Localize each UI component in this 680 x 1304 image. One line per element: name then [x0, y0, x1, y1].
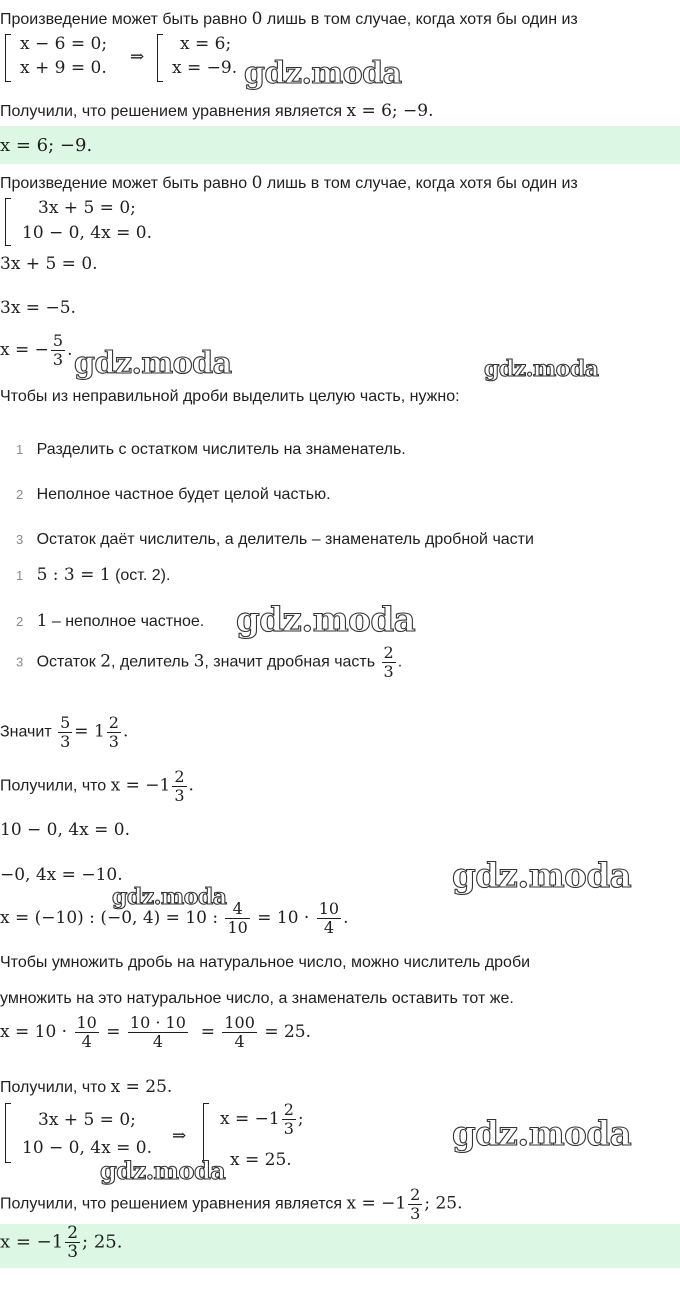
implies-arrow-1: ⇒ — [130, 47, 145, 67]
multiply-rule-line-2: умножить на это натуральное число, а знаменатель оставить тот же. — [0, 990, 514, 1007]
system-1-row-1: x − 6 = 0; — [20, 34, 108, 54]
equation-minus-04x: −0, 4x = −10. — [0, 865, 123, 885]
watermark-logo: gdz.moda — [236, 600, 416, 640]
solution-3-row-2: x = 25. — [230, 1150, 292, 1170]
system-1-row-2: x + 9 = 0. — [20, 58, 107, 78]
equation-3x-minus-5: 3x = −5. — [0, 298, 76, 318]
step-3: 3 Остаток 2, делитель 3, значит дробная часть $\frac{2}{3}$ . — [16, 643, 403, 681]
improper-fraction-rule: Чтобы из неправильной дроби выделить целую часть, нужно: — [0, 388, 460, 405]
conclusion-mixed-number: Значит $\frac{5}{3}$ = 1 $\frac{2}{3}$ . — [0, 713, 129, 751]
equation-3x-plus-5: 3x + 5 = 0. — [0, 254, 98, 274]
answer-2: x = −1 $\frac{2}{3}$ ; 25. — [0, 1223, 123, 1262]
step-2: 2 1 – неполное частное. — [16, 611, 205, 631]
rule-item-2: 2 Неполное частное будет целой частью. — [16, 486, 331, 503]
equation-10-minus-04x: 10 − 0, 4x = 0. — [0, 820, 130, 840]
equation-x-division: x = (−10) : (−0, 4) = 10 : $\frac{4}{10}$ = 10 · $\frac{10}{4}$ . — [0, 899, 349, 937]
product-rule-text-1: Произведение может быть равно 0 лишь в том случае, когда хотя бы один из — [0, 9, 578, 29]
system-bracket-2 — [5, 198, 11, 246]
step-1: 1 5 : 3 = 1 (ост. 2). — [16, 565, 171, 585]
result-text-2: Получили, что решением уравнения является x = −1 $\frac{2}{3}$ ; 25. — [0, 1185, 463, 1223]
system-3-row-2: 10 − 0, 4x = 0. — [22, 1138, 152, 1158]
system-2-row-2: 10 − 0, 4x = 0. — [22, 223, 152, 243]
rule-item-3: 3 Остаток даёт числитель, а делитель – знаменатель дробной части — [16, 531, 534, 548]
solution-bracket-1 — [157, 34, 163, 82]
watermark-logo: gdz.moda — [484, 356, 599, 382]
answer-highlight-1 — [0, 126, 680, 164]
solution-3-row-1: x = −1 $\frac{2}{3}$ ; — [220, 1100, 304, 1138]
rule-item-1: 1 Разделить с остатком числитель на знаменатель. — [16, 441, 406, 458]
solution-bracket-3 — [203, 1103, 209, 1163]
watermark-logo: gdz.moda — [74, 346, 232, 381]
answer-1: x = 6; −9. — [0, 135, 93, 156]
got-x-25: Получили, что x = 25. — [0, 1077, 173, 1097]
equation-x-five-thirds: x = − $\frac{5}{3}$ . — [0, 331, 73, 369]
multiply-rule-line-1: Чтобы умножить дробь на натуральное число, можно числитель дроби — [0, 954, 531, 971]
system-bracket-3 — [5, 1103, 11, 1163]
result-text-1: Получили, что решением уравнения является x = 6; −9. — [0, 101, 434, 121]
equation-x-25: x = 10 · $\frac{10}{4}$ = $\frac{10 \cdot 10}{4}$ = $\frac{100}{4}$ = 25. — [0, 1013, 312, 1051]
solution-1-row-2: x = −9. — [172, 58, 238, 78]
watermark-logo: gdz.moda — [452, 1114, 632, 1154]
solution-1-row-1: x = 6; — [180, 34, 232, 54]
product-rule-text-2: Произведение может быть равно 0 лишь в том случае, когда хотя бы один из — [0, 173, 578, 193]
system-3-row-1: 3x + 5 = 0; — [38, 1110, 136, 1130]
system-2-row-1: 3x + 5 = 0; — [38, 198, 136, 218]
watermark-logo: gdz.moda — [100, 1156, 226, 1185]
system-bracket-1 — [5, 34, 11, 82]
got-x-minus-one-two-thirds: Получили, что x = −1 $\frac{2}{3}$ . — [0, 767, 194, 805]
watermark-logo: gdz.moda — [112, 884, 227, 910]
fraction-5-3: $\frac{5}{3}$ — [52, 331, 64, 369]
fraction-2-3: $\frac{2}{3}$ — [383, 643, 394, 681]
watermark-logo: gdz.moda — [452, 856, 632, 896]
implies-arrow-3: ⇒ — [172, 1126, 187, 1146]
watermark-logo: gdz.moda — [244, 56, 402, 91]
